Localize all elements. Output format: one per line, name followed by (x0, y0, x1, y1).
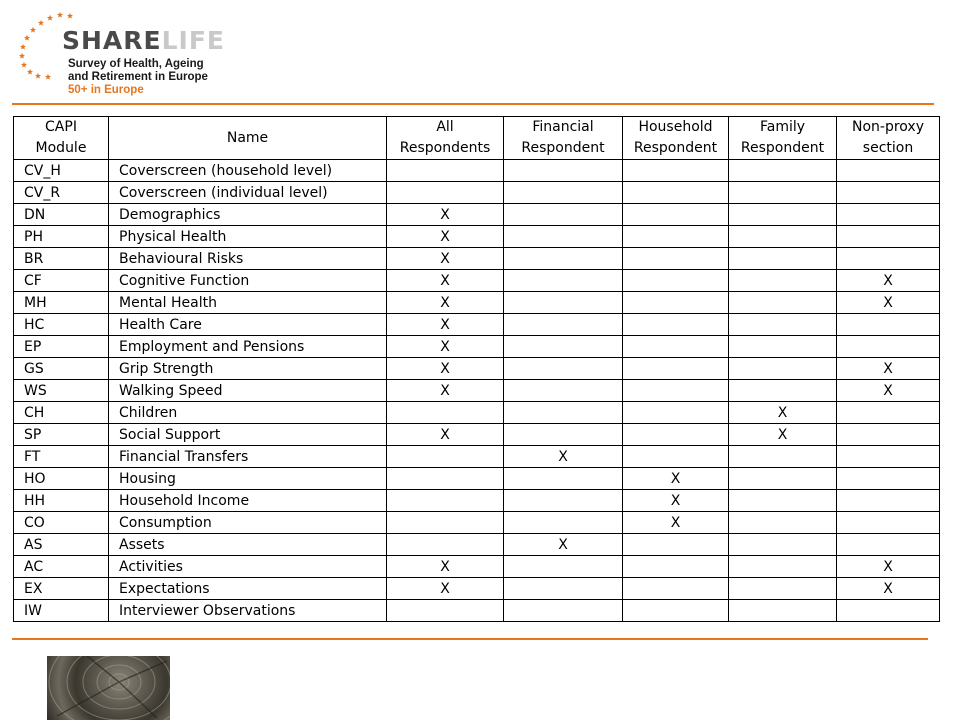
star-icon (30, 27, 36, 33)
bottom-divider (12, 638, 928, 640)
respondent-mark-cell-all: X (387, 578, 504, 600)
module-code-cell: PH (14, 226, 109, 248)
respondent-mark-cell-nonproxy: X (837, 292, 940, 314)
module-code-cell: FT (14, 446, 109, 468)
module-name-cell: Employment and Pensions (109, 336, 387, 358)
column-header-line2: Respondent (521, 140, 605, 156)
respondent-mark-cell-nonproxy (837, 424, 940, 446)
column-header-line1: Family (759, 119, 806, 135)
module-name-cell: Cognitive Function (109, 270, 387, 292)
column-header-line1: Financial (532, 119, 594, 135)
respondent-mark-cell-nonproxy (837, 336, 940, 358)
column-header-household-respondent (623, 117, 729, 160)
module-name-cell: Financial Transfers (109, 446, 387, 468)
module-name-cell: Expectations (109, 578, 387, 600)
respondent-mark-cell-all: X (387, 248, 504, 270)
module-name-cell: Household Income (109, 490, 387, 512)
respondent-mark-cell-family (729, 292, 837, 314)
respondent-mark-cell-all: X (387, 292, 504, 314)
logo-tagline-3: 50+ in Europe (68, 84, 144, 96)
module-code-cell: EX (14, 578, 109, 600)
module-name-cell: Walking Speed (109, 380, 387, 402)
respondent-mark-cell-family: X (729, 424, 837, 446)
table-row (14, 270, 940, 292)
respondent-mark-cell-all: X (387, 556, 504, 578)
table-row (14, 578, 940, 600)
respondent-mark-cell-family (729, 534, 837, 556)
respondent-mark-cell-nonproxy (837, 490, 940, 512)
respondent-mark-cell-financial (504, 578, 623, 600)
respondent-mark-cell-all: X (387, 424, 504, 446)
star-icon (24, 35, 30, 41)
logo-wordmark (62, 26, 225, 55)
module-code-cell: EP (14, 336, 109, 358)
module-name-cell: Grip Strength (109, 358, 387, 380)
respondent-mark-cell-household: X (623, 490, 729, 512)
respondent-mark-cell-all (387, 160, 504, 182)
respondent-mark-cell-family (729, 600, 837, 622)
table-row (14, 380, 940, 402)
respondent-mark-cell-financial (504, 292, 623, 314)
respondent-mark-cell-family (729, 490, 837, 512)
respondent-mark-cell-financial (504, 270, 623, 292)
respondent-mark-cell-nonproxy: X (837, 358, 940, 380)
respondent-mark-cell-household (623, 578, 729, 600)
table-row (14, 402, 940, 424)
respondent-mark-cell-household (623, 336, 729, 358)
star-icon (35, 73, 41, 79)
respondent-mark-cell-financial (504, 182, 623, 204)
respondent-mark-cell-all (387, 600, 504, 622)
module-code-cell: CO (14, 512, 109, 534)
module-code-cell: IW (14, 600, 109, 622)
module-name-cell: Physical Health (109, 226, 387, 248)
respondent-mark-cell-family (729, 226, 837, 248)
respondent-mark-cell-household (623, 402, 729, 424)
respondent-mark-cell-family (729, 204, 837, 226)
respondent-mark-cell-financial (504, 556, 623, 578)
respondent-mark-cell-household (623, 358, 729, 380)
column-header-line2: Respondent (740, 140, 825, 156)
module-name-cell: Social Support (109, 424, 387, 446)
respondent-mark-cell-family: X (729, 402, 837, 424)
respondent-mark-cell-financial (504, 490, 623, 512)
respondent-mark-cell-all: X (387, 314, 504, 336)
respondent-mark-cell-family (729, 380, 837, 402)
star-icon (45, 74, 51, 80)
respondent-mark-cell-financial (504, 402, 623, 424)
tree-rings-texture (47, 656, 170, 720)
respondent-mark-cell-household (623, 292, 729, 314)
table-row (14, 314, 940, 336)
sharelife-logo (12, 10, 232, 102)
module-code-cell: AS (14, 534, 109, 556)
module-name-cell: Interviewer Observations (109, 600, 387, 622)
table-row (14, 358, 940, 380)
module-code-cell: DN (14, 204, 109, 226)
table-row (14, 248, 940, 270)
respondent-mark-cell-family (729, 446, 837, 468)
table-row (14, 292, 940, 314)
table-row (14, 160, 940, 182)
logo-brand-dark: SHARE (62, 26, 162, 55)
respondent-mark-cell-nonproxy: X (837, 380, 940, 402)
respondent-mark-cell-financial (504, 380, 623, 402)
respondent-mark-cell-household (623, 600, 729, 622)
respondent-mark-cell-all (387, 534, 504, 556)
respondent-mark-cell-nonproxy (837, 534, 940, 556)
table-row (14, 226, 940, 248)
respondent-mark-cell-all (387, 512, 504, 534)
respondent-mark-cell-household (623, 226, 729, 248)
module-name-cell: Activities (109, 556, 387, 578)
respondent-mark-cell-financial (504, 204, 623, 226)
respondent-mark-cell-household (623, 446, 729, 468)
respondent-mark-cell-family (729, 578, 837, 600)
respondent-mark-cell-nonproxy (837, 160, 940, 182)
respondent-mark-cell-all (387, 468, 504, 490)
respondent-mark-cell-nonproxy: X (837, 578, 940, 600)
respondent-mark-cell-household (623, 182, 729, 204)
module-code-cell: WS (14, 380, 109, 402)
respondent-mark-cell-all: X (387, 380, 504, 402)
respondent-mark-cell-all (387, 446, 504, 468)
module-code-cell: AC (14, 556, 109, 578)
module-code-cell: MH (14, 292, 109, 314)
respondent-mark-cell-household (623, 380, 729, 402)
respondent-mark-cell-household (623, 270, 729, 292)
column-header-line2: Respondent (633, 140, 718, 156)
logo-tagline-1: Survey of Health, Ageing (68, 58, 204, 70)
respondent-mark-cell-family (729, 248, 837, 270)
table-row (14, 600, 940, 622)
column-header-line2: Module (35, 140, 87, 156)
respondent-mark-cell-all (387, 182, 504, 204)
star-icon (27, 69, 33, 75)
module-name-cell: Behavioural Risks (109, 248, 387, 270)
respondent-mark-cell-household (623, 204, 729, 226)
respondent-mark-cell-household (623, 424, 729, 446)
respondent-mark-cell-family (729, 270, 837, 292)
star-icon (21, 62, 27, 68)
respondent-mark-cell-financial (504, 424, 623, 446)
respondent-mark-cell-household (623, 314, 729, 336)
module-code-cell: CF (14, 270, 109, 292)
column-header-family-respondent (729, 117, 837, 160)
module-code-cell: CH (14, 402, 109, 424)
respondent-mark-cell-financial (504, 358, 623, 380)
module-code-cell: BR (14, 248, 109, 270)
column-header-line1: Household (638, 119, 713, 135)
respondent-mark-cell-household: X (623, 512, 729, 534)
respondent-mark-cell-financial (504, 160, 623, 182)
module-code-cell: HC (14, 314, 109, 336)
respondent-mark-cell-financial (504, 226, 623, 248)
respondent-mark-cell-family (729, 160, 837, 182)
respondent-mark-cell-financial (504, 512, 623, 534)
column-header-line1: Name (226, 129, 269, 146)
table-row (14, 424, 940, 446)
respondent-mark-cell-nonproxy (837, 512, 940, 534)
module-code-cell: CV_H (14, 160, 109, 182)
column-header-financial-respondent (504, 117, 623, 160)
respondent-mark-cell-all: X (387, 358, 504, 380)
respondent-mark-cell-nonproxy (837, 314, 940, 336)
respondent-mark-cell-nonproxy (837, 446, 940, 468)
table-row (14, 336, 940, 358)
logo-tagline-2: and Retirement in Europe (68, 71, 208, 83)
module-code-cell: GS (14, 358, 109, 380)
respondent-mark-cell-family (729, 182, 837, 204)
module-name-cell: Demographics (109, 204, 387, 226)
capi-module-table (13, 116, 940, 622)
respondent-mark-cell-nonproxy (837, 468, 940, 490)
respondent-mark-cell-financial: X (504, 446, 623, 468)
module-name-cell: Consumption (109, 512, 387, 534)
star-icon (47, 15, 53, 21)
respondent-mark-cell-household (623, 556, 729, 578)
table-row (14, 490, 940, 512)
module-code-cell: SP (14, 424, 109, 446)
table-row (14, 446, 940, 468)
star-icon (19, 53, 25, 59)
module-name-cell: Assets (109, 534, 387, 556)
table-row (14, 556, 940, 578)
respondent-mark-cell-financial (504, 314, 623, 336)
respondent-mark-cell-nonproxy (837, 248, 940, 270)
respondent-mark-cell-financial (504, 468, 623, 490)
respondent-mark-cell-all (387, 402, 504, 424)
respondent-mark-cell-financial (504, 336, 623, 358)
module-code-cell: HO (14, 468, 109, 490)
table-row (14, 534, 940, 556)
column-header-non-proxy-section (837, 117, 940, 160)
respondent-mark-cell-all: X (387, 204, 504, 226)
respondent-mark-cell-nonproxy (837, 204, 940, 226)
module-code-cell: HH (14, 490, 109, 512)
column-header-line2: Respondents (399, 140, 491, 156)
module-name-cell: Mental Health (109, 292, 387, 314)
respondent-mark-cell-family (729, 314, 837, 336)
respondent-mark-cell-nonproxy (837, 226, 940, 248)
column-header-line2: section (862, 140, 914, 156)
module-name-cell: Coverscreen (individual level) (109, 182, 387, 204)
respondent-mark-cell-nonproxy (837, 402, 940, 424)
column-header-capi-module (14, 117, 109, 160)
respondent-mark-cell-household: X (623, 468, 729, 490)
respondent-mark-cell-family (729, 468, 837, 490)
respondent-mark-cell-nonproxy: X (837, 556, 940, 578)
respondent-mark-cell-financial (504, 600, 623, 622)
table-row (14, 204, 940, 226)
star-icon (57, 12, 63, 18)
respondent-mark-cell-nonproxy (837, 182, 940, 204)
respondent-mark-cell-all: X (387, 226, 504, 248)
module-name-cell: Housing (109, 468, 387, 490)
respondent-mark-cell-all (387, 490, 504, 512)
column-header-line1: Non-proxy (851, 119, 924, 135)
respondent-mark-cell-family (729, 336, 837, 358)
module-code-cell: CV_R (14, 182, 109, 204)
module-name-cell: Coverscreen (household level) (109, 160, 387, 182)
tree-rings-image (47, 656, 170, 720)
column-header-name (109, 117, 387, 160)
respondent-mark-cell-nonproxy: X (837, 270, 940, 292)
respondent-mark-cell-all: X (387, 336, 504, 358)
respondent-mark-cell-all: X (387, 270, 504, 292)
module-name-cell: Health Care (109, 314, 387, 336)
column-header-all-respondents (387, 117, 504, 160)
column-header-line1: CAPI (45, 119, 77, 135)
column-header-line1: All (436, 119, 454, 135)
star-icon (38, 20, 44, 26)
respondent-mark-cell-nonproxy (837, 600, 940, 622)
table-row (14, 468, 940, 490)
respondent-mark-cell-household (623, 248, 729, 270)
respondent-mark-cell-family (729, 358, 837, 380)
top-divider (12, 103, 934, 105)
logo-brand-light: LIFE (161, 26, 225, 55)
module-name-cell: Children (109, 402, 387, 424)
table-row (14, 182, 940, 204)
respondent-mark-cell-family (729, 556, 837, 578)
table-body (14, 160, 940, 622)
table-row (14, 512, 940, 534)
table-header-row (14, 117, 940, 160)
respondent-mark-cell-financial (504, 248, 623, 270)
respondent-mark-cell-financial: X (504, 534, 623, 556)
star-icon (67, 13, 73, 19)
respondent-mark-cell-family (729, 512, 837, 534)
respondent-mark-cell-household (623, 160, 729, 182)
star-icon (20, 44, 26, 50)
respondent-mark-cell-household (623, 534, 729, 556)
